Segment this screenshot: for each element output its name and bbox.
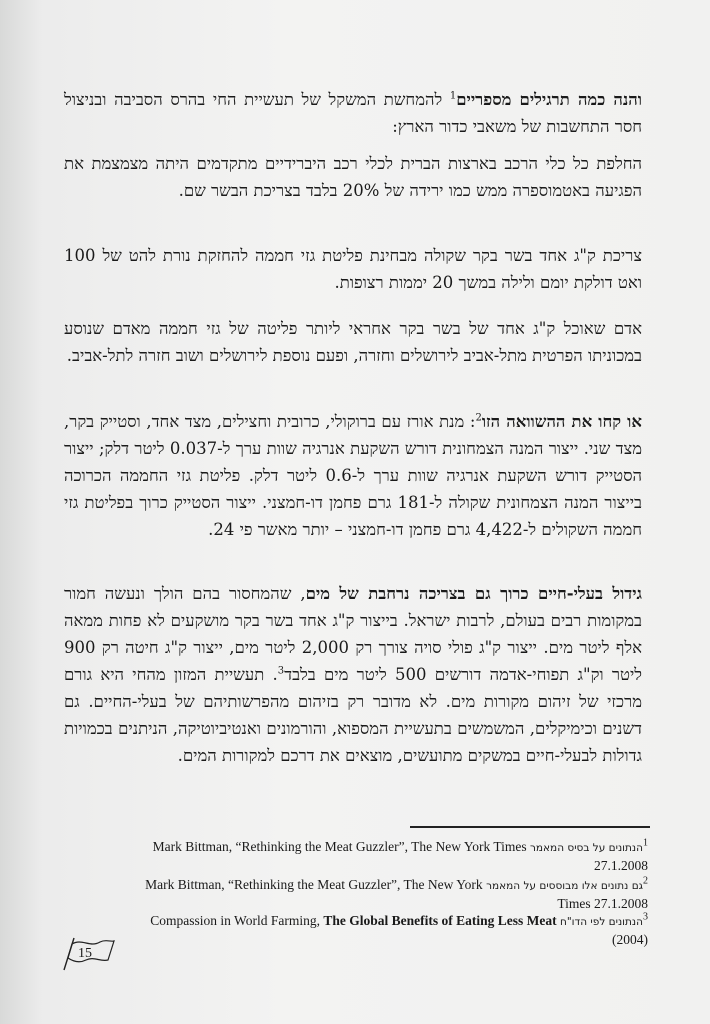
paragraph-light-bulb: צריכת ק"ג אחד בשר בקר שקולה מבחינת פליטת גזי חממה להחזקת נורת להט של 100 ואט דולקת יומם ולילה במשך 20 יממות רצופות. bbox=[64, 246, 642, 292]
footnote-date: Times 27.1.2008 bbox=[557, 896, 648, 911]
intro-heading: והנה כמה תרגילים מספריים bbox=[456, 90, 642, 109]
footnote-number: 3 bbox=[643, 911, 648, 923]
footnote-3 bbox=[64, 912, 648, 949]
footnote-hebrew-text: גם נתונים אלו מבוססים על המאמר bbox=[486, 880, 643, 892]
comparison-heading: או קחו את ההשוואה הזו bbox=[481, 412, 642, 431]
footnote-1 bbox=[64, 838, 648, 875]
water-heading: גידול בעלי-חיים כרוך גם בצריכה נרחבת של מים bbox=[305, 584, 642, 603]
footnote-year: (2004) bbox=[612, 932, 648, 947]
comparison-text: : מנת אורז עם ברוקולי, כרובית וחצילים, מצד אחד, וסטייק בקר, מצד שני. ייצור המנה הצמחונית דורש השקעת אנרגיה שוות ערך ל-0.037 ליטר דלק; ייצור הסטייק דורש השקעת אנרגיה שוות ערך ל-0.6 ליטר דלק. פליטת גזי החממה הכרוכה בייצור המנה הצמחונית שקולה ל-181 גרם פחמן דו-חמצני. ייצור הסטייק כרוך בפליטת גזי חממה השקולים ל-4,422 גרם פחמן דו-חמצני – יותר מאשר פי 24. bbox=[64, 412, 642, 539]
paragraph-water bbox=[64, 580, 642, 769]
footnote-report-title: The Global Benefits of Eating Less Meat bbox=[323, 913, 557, 928]
footnote-number: 2 bbox=[643, 875, 648, 887]
footnote-hebrew-text: הנתונים לפי הדו"ח bbox=[559, 916, 643, 928]
page-number: 15 bbox=[78, 946, 92, 961]
water-text-2: . תעשיית המזון מהחי היא גורם מרכזי של זיהום מקורות מים. לא מדובר רק בזיהום מהפרשותיהם של בעלי-החיים. גם דשנים וכימיקלים, המשמשים בתעשיית המספוא, והורמונים ואנטיביוטיקה, הניתנים בכמויות גדולות לבעלי-חיים במשקים מתועשים, מוצאים את דרכם למקורות המים. bbox=[64, 665, 642, 765]
water-text-1: , שהמחסור בהם הולך ונעשה חמור במקומות רבים בעולם, לרבות ישראל. בייצור ק"ג אחד בשר בקר מושקעים לא פחות ממאה אלף ליטר מים. ייצור ק"ג פולי סויה צורך רק 2,000 ליטר מים, ייצור ק"ג חיטה רק 900 ליטר וק"ג תפוחי-אדמה דורשים 500 ליטר מים בלבד bbox=[64, 584, 642, 684]
footnote-hebrew-text: הנתונים על בסיס המאמר bbox=[529, 842, 643, 854]
footnote-ref-2: 2 bbox=[475, 412, 482, 424]
footnote-citation: Mark Bittman, “Rethinking the Meat Guzzler”, The New York Times bbox=[152, 839, 527, 854]
paragraph-comparison bbox=[64, 408, 642, 543]
footnote-2 bbox=[64, 876, 648, 913]
footnote-citation bbox=[150, 913, 556, 928]
footnote-ref-1: 1 bbox=[449, 90, 457, 102]
footnote-date: 27.1.2008 bbox=[594, 858, 648, 873]
intro-paragraph bbox=[64, 86, 642, 140]
footnote-citation: Mark Bittman, “Rethinking the Meat Guzzler”, The New York bbox=[145, 877, 483, 892]
footnote-source: Compassion in World Farming, bbox=[150, 913, 324, 928]
footnote-ref-3: 3 bbox=[277, 665, 285, 677]
footnote-number: 1 bbox=[643, 837, 648, 849]
footnote-divider bbox=[410, 826, 650, 828]
paragraph-car-trip: אדם שאוכל ק"ג אחד של בשר בקר אחראי ליותר פליטה של גזי חממה מאדם שנוסע במכוניתו הפרטית מתל-אביב לירושלים וחזרה, ופעם נוספת לירושלים ושוב חזרה לתל-אביב. bbox=[64, 319, 642, 365]
intro-text: להמחשת המשקל של תעשיית החי בהרס הסביבה ובניצול חסר התחשבות של משאבי כדור הארץ: bbox=[64, 90, 642, 136]
paragraph-hybrid-cars: החלפת כל כלי הרכב בארצות הברית לכלי רכב היברידיים מתקדמים היתה מצמצמת את הפגיעה באטמוספרה ממש כמו ירידה של 20% בלבד בצריכת הבשר שם. bbox=[64, 154, 642, 200]
